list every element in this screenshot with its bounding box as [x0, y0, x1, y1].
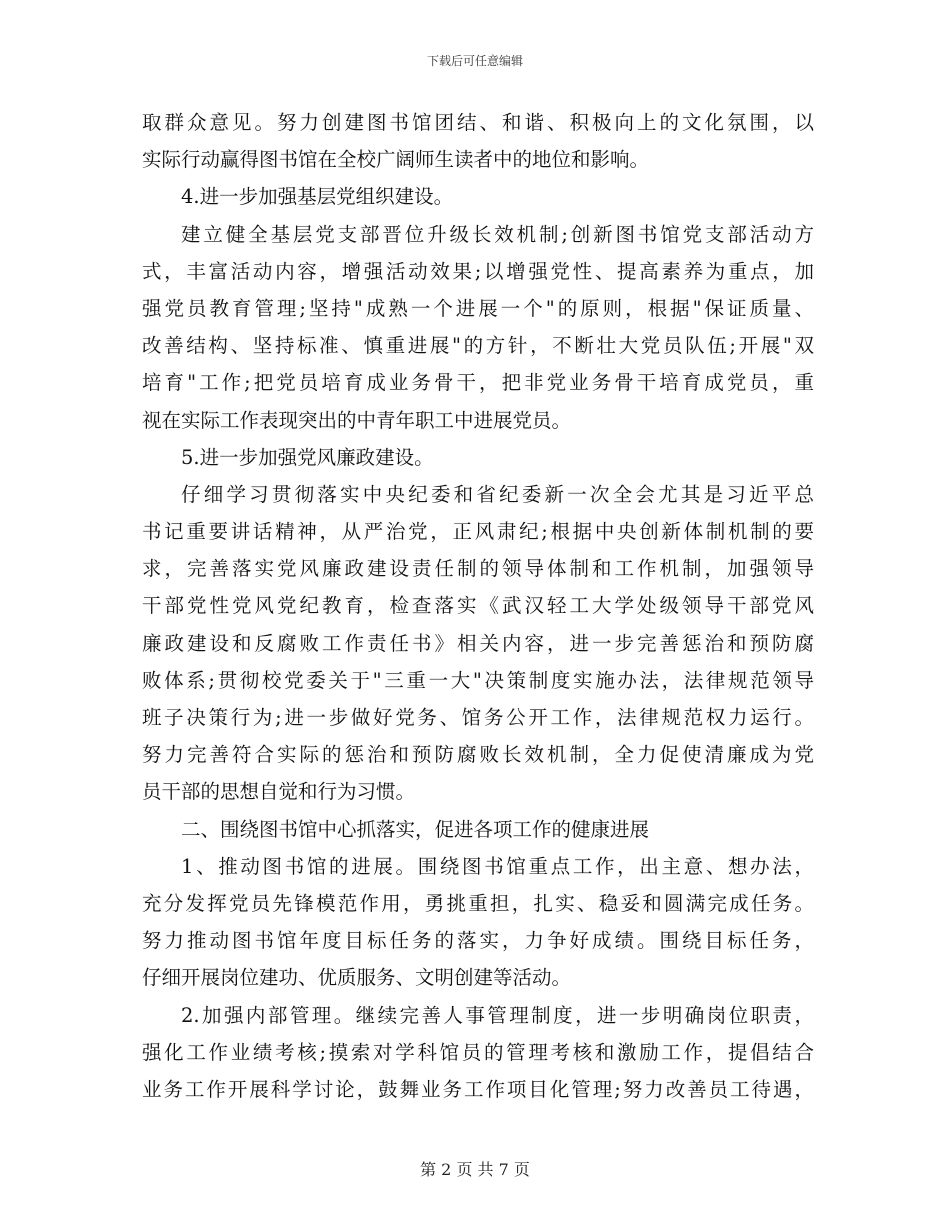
text-line: 仔细学习贯彻落实中央纪委和省纪委新一次全会尤其是习近平总	[181, 482, 814, 506]
text-line: 1、推动图书馆的进展。围绕图书馆重点工作，出主意、想办法，	[181, 854, 814, 878]
text-line: 培育"工作;把党员培育成业务骨干，把非党业务骨干培育成党员，重	[142, 371, 814, 395]
page-number-footer: 第 2 页 共 7 页	[420, 1160, 530, 1179]
text-line: 5.进一步加强党风廉政建设。	[181, 445, 434, 469]
text-line: 业务工作开展科学讨论，鼓舞业务工作项目化管理;努力改善员工待遇，	[142, 1077, 814, 1101]
text-line: 2.加强内部管理。继续完善人事管理制度，进一步明确岗位职责，	[181, 1003, 814, 1027]
text-line: 努力推动图书馆年度目标任务的落实，力争好成绩。围绕目标任务，	[142, 929, 814, 953]
text-line: 干部党性党风党纪教育，检查落实《武汉轻工大学处级领导干部党风	[142, 594, 814, 618]
text-line: 4.进一步加强基层党组织建设。	[181, 185, 454, 209]
text-line: 努力完善符合实际的惩治和预防腐败长效机制，全力促使清廉成为党	[142, 743, 814, 767]
text-line: 廉政建设和反腐败工作责任书》相关内容，进一步完善惩治和预防腐	[142, 631, 814, 655]
text-line: 式，丰富活动内容，增强活动效果;以增强党性、提高素养为重点，加	[142, 259, 814, 283]
text-line: 二、围绕图书馆中心抓落实，促进各项工作的健康进展	[181, 817, 650, 841]
text-line: 建立健全基层党支部晋位升级长效机制;创新图书馆党支部活动方	[181, 222, 814, 246]
document-body	[142, 104, 814, 1108]
text-line: 书记重要讲话精神，从严治党，正风肃纪;根据中央创新体制机制的要	[142, 520, 814, 544]
text-line: 求，完善落实党风廉政建设责任制的领导体制和工作机制，加强领导	[142, 557, 814, 581]
text-line: 仔细开展岗位建功、优质服务、文明创建等活动。	[142, 966, 572, 990]
text-line: 充分发挥党员先锋模范作用，勇挑重担，扎实、稳妥和圆满完成任务。	[142, 891, 814, 915]
text-line: 强化工作业绩考核;摸索对学科馆员的管理考核和激励工作，提倡结合	[142, 1040, 814, 1064]
text-line: 视在实际工作表现突出的中青年职工中进展党员。	[142, 408, 572, 432]
text-line: 败体系;贯彻校党委关于"三重一大"决策制度实施办法，法律规范领导	[142, 668, 814, 692]
text-line: 实际行动赢得图书馆在全校广阔师生读者中的地位和影响。	[142, 148, 650, 172]
text-line: 班子决策行为;进一步做好党务、馆务公开工作，法律规范权力运行。	[142, 706, 814, 729]
text-line: 改善结构、坚持标准、慎重进展"的方针，不断壮大党员队伍;开展"双	[142, 334, 814, 358]
text-line: 强党员教育管理;坚持"成熟一个进展一个"的原则，根据"保证质量、	[142, 296, 814, 320]
text-line: 取群众意见。努力创建图书馆团结、和谐、积极向上的文化氛围，以	[142, 111, 814, 134]
text-line: 员干部的思想自觉和行为习惯。	[142, 780, 416, 804]
page-header: 下载后可任意编辑	[426, 54, 523, 68]
